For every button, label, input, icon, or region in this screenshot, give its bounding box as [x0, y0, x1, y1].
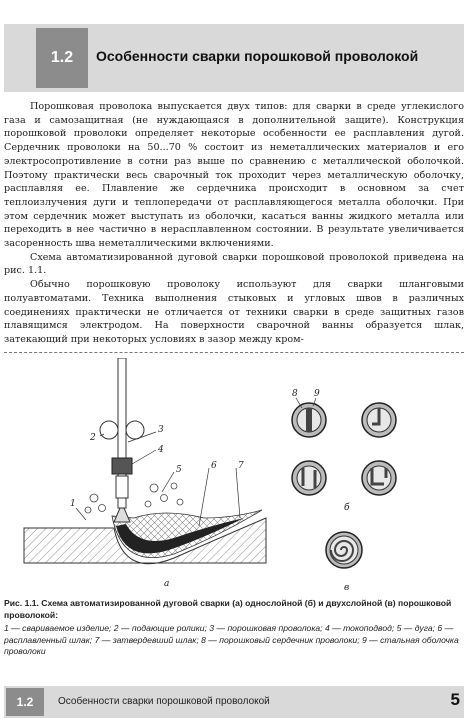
- welding-scheme-illustration: [4, 358, 464, 598]
- panel-b: [292, 389, 396, 513]
- caption-legend: 1 — свариваемое изделие; 2 — подающие ролики; 3 — порошковая проволока; 4 — токоподвод; 5 — дуга; 6 — расплавленный шлак; 7 — затвердевший шлак; 8 — порошковый сердечник проволоки; 9 — стальная оболочка проволоки: [4, 623, 459, 657]
- cross-section-b4: [362, 461, 396, 495]
- cross-section-b3: [292, 461, 326, 495]
- panel-label-b: б: [344, 503, 350, 513]
- spatter: [85, 483, 183, 513]
- panel-label-v: в: [344, 583, 350, 593]
- callout-6: 6: [211, 461, 217, 471]
- callout-9: 9: [314, 389, 320, 399]
- section-title: Особенности сварки порошковой проволокой: [96, 48, 419, 64]
- callout-1: 1: [70, 499, 76, 509]
- panel-v: [326, 532, 362, 593]
- figure-1-1: [4, 358, 464, 598]
- cross-section-b2: [362, 403, 396, 437]
- footer-section-number: 1.2: [6, 688, 44, 716]
- paragraph: Порошковая проволока выпускается двух типов: для сварки в среде углекислого газа и самозащитная (не нуждающаяся в дополнительной защите). Конструкция порошковой проволоки определяет некоторые особенности ее расплавления дугой. Сердечник проволоки на 50...70 % состоит из неметаллических материалов и его электросопротивление в сотни раз выше по сравнению с металлической оболочкой. Поэтому практически весь сварочный ток проходит через металлическую оболочку, расплавляя ее. Плавление же сердечника происходит в основном за счет теплоизлучения дуги и теплопередачи от расплавляющегося металла оболочки. При этом сердечник может выступать из оболочки, касаться ванны жидкого металла или переходить в нее частично в нерасплавленном состоянии. В результате увеличивается засоренность шва неметаллическими включениями.: [4, 101, 464, 250]
- footer-section-title: Особенности сварки порошковой проволокой: [58, 696, 270, 707]
- callout-2: 2: [90, 433, 96, 443]
- panel-a: [24, 358, 266, 589]
- panel-label-a: а: [164, 579, 170, 589]
- caption-head: Рис. 1.1. Схема автоматизированной дуговой сварки (а) однослойной (б) и двухслойной (в) порошковой проволокой:: [4, 598, 452, 620]
- callout-7: 7: [238, 461, 244, 471]
- contact-tube: [116, 476, 128, 498]
- page-number: 5: [450, 690, 460, 709]
- arc: [114, 508, 130, 522]
- paragraph: Обычно порошковую проволоку используют для сварки шланговыми полуавтоматами. Техника выполнения стыковых и угловых швов в различных соединениях практически не отличается от техники сварки в среде защитных газов плавящимся электродом. На поверхности сварочной ванны образуется шлак, затекающий при некоторых условиях в зазор между кром-: [4, 279, 464, 345]
- cross-section-b1: [292, 403, 326, 437]
- figure-divider: [4, 352, 464, 353]
- callout-4: 4: [158, 445, 164, 455]
- section-number-badge: 1.2: [36, 28, 88, 88]
- callout-5: 5: [176, 465, 182, 475]
- callout-8: 8: [292, 389, 298, 399]
- body-text: [4, 100, 464, 347]
- figure-caption: [4, 598, 462, 658]
- current-contact: [112, 458, 132, 474]
- paragraph: Схема автоматизированной дуговой сварки порошковой проволокой приведена на рис. 1.1.: [4, 251, 464, 277]
- callout-3: 3: [158, 425, 164, 435]
- feed-roller-left: [100, 421, 118, 439]
- feed-roller-right: [126, 421, 144, 439]
